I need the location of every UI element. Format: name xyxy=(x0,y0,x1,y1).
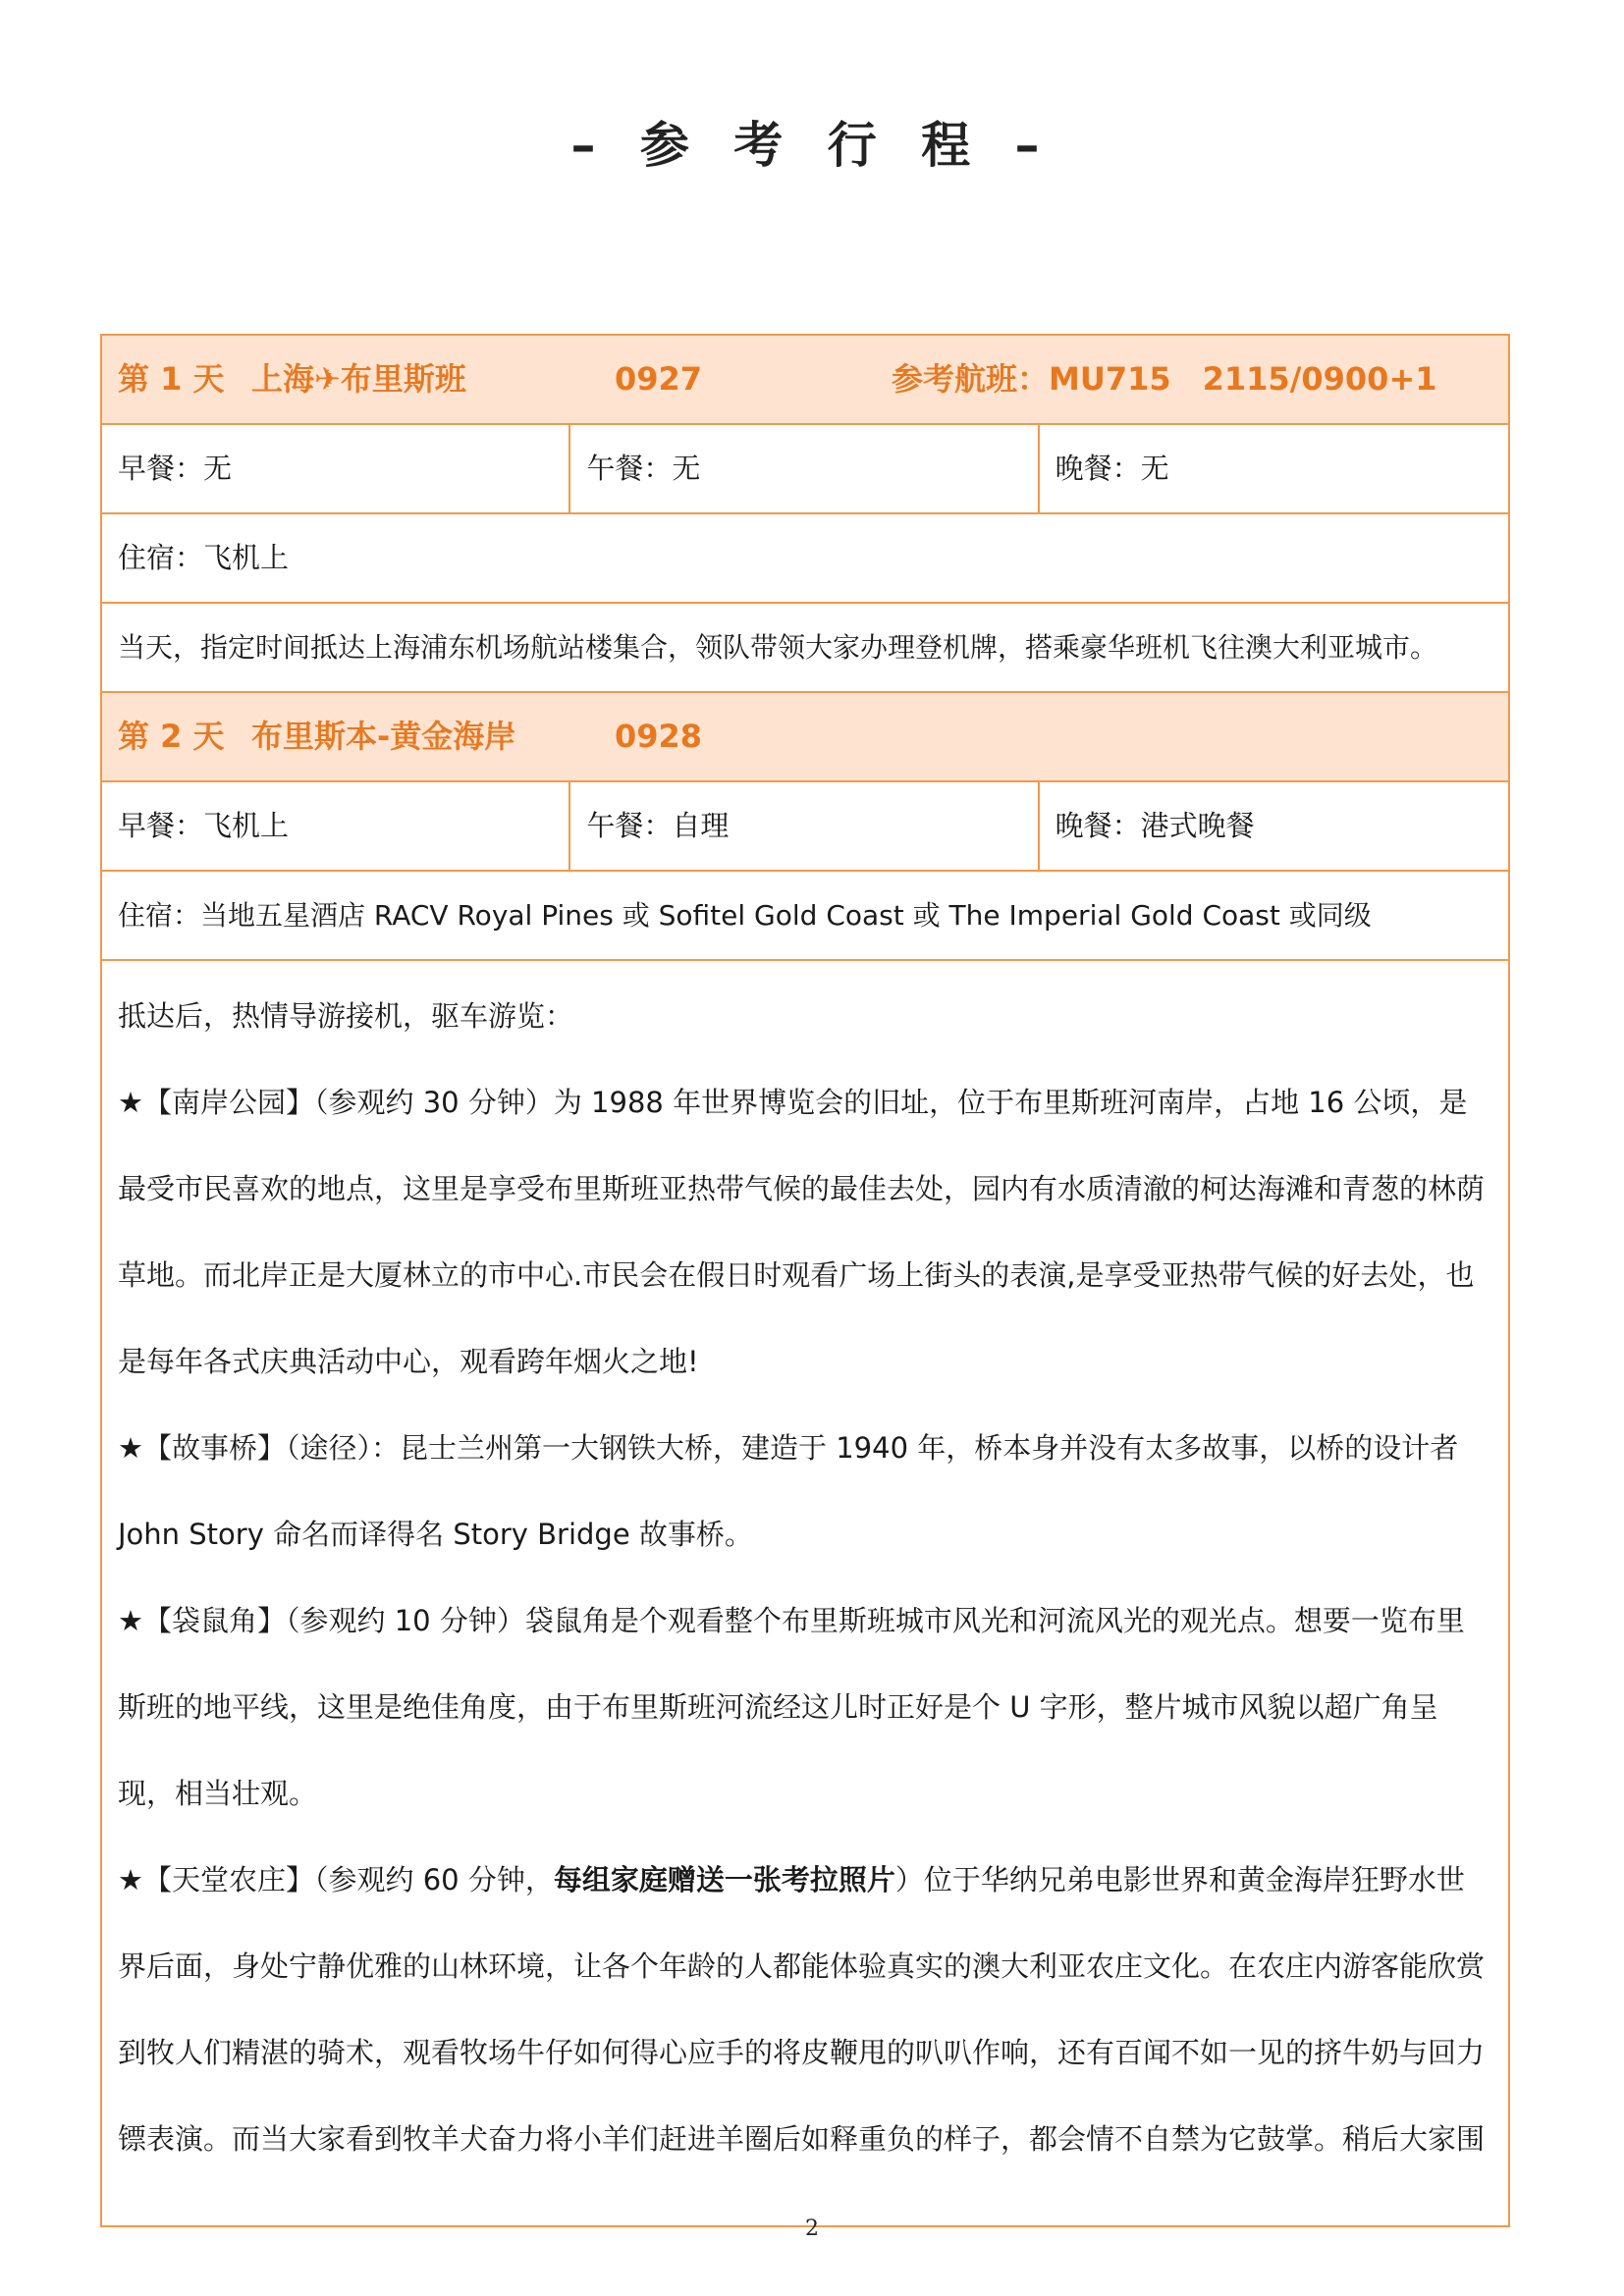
day1-dinner: 晚餐：无 xyxy=(1055,452,1169,485)
day2-meals xyxy=(102,782,1508,872)
day2-label: 第 2 天 xyxy=(118,718,225,755)
day2-dinner: 晚餐：港式晚餐 xyxy=(1055,809,1255,842)
day2-date: 0928 xyxy=(615,718,703,755)
paradise-text-1: ★【天堂农庄】（参观约 60 分钟， xyxy=(118,1863,554,1896)
kangaroo-point-paragraph: ★【袋鼠角】（参观约 10 分钟）袋鼠角是个观看整个布里斯班城市风光和河流风光的观光点。想要一览布里斯班的地平线，这里是绝佳角度，由于布里斯班河流经这儿时正好是个 U 字形，整片城市风貌以超广角呈现，相当壮观。 xyxy=(118,1604,1465,1810)
itinerary-table xyxy=(100,334,1510,2227)
day2-intro: 抵达后，热情导游接机，驱车游览： xyxy=(118,999,574,1033)
day1-breakfast: 早餐：无 xyxy=(102,425,570,512)
day1-route: 上海✈布里斯班 xyxy=(251,360,466,398)
day2-lunch: 午餐：自理 xyxy=(570,782,1039,870)
day1-lodging: 住宿：飞机上 xyxy=(102,514,1508,604)
day1-lunch: 午餐：无 xyxy=(570,425,1039,512)
day1-meals xyxy=(102,425,1508,514)
koala-photo-highlight: 每组家庭赠送一张考拉照片 xyxy=(553,1863,895,1896)
paradise-country-paragraph xyxy=(118,1837,1492,2182)
day1-date: 0927 xyxy=(615,360,703,398)
day1-label: 第 1 天 xyxy=(118,360,225,398)
day2-route: 布里斯本-黄金海岸 xyxy=(251,718,516,755)
south-bank-paragraph: ★【南岸公园】（参观约 30 分钟）为 1988 年世界博览会的旧址，位于布里斯班河南岸，占地 16 公顷，是最受市民喜欢的地点，这里是享受布里斯班亚热带气候的最佳去处，园内有水质清澈的柯达海滩和青葱的林荫草地。而北岸正是大厦林立的市中心.市民会在假日时观看广场上街头的表演,是享受亚热带气候的好去处，也是每年各式庆典活动中心，观看跨年烟火之地! xyxy=(118,1086,1486,1378)
day1-flight: 参考航班：MU715 2115/0900+1 xyxy=(892,360,1437,398)
day1-header xyxy=(102,336,1508,425)
day2-lodging: 住宿：当地五星酒店 RACV Royal Pines 或 Sofitel Gold Coast 或 The Imperial Gold Coast 或同级 xyxy=(102,872,1508,961)
day2-header xyxy=(102,693,1508,782)
day1-description: 当天，指定时间抵达上海浦东机场航站楼集合，领队带领大家办理登机牌，搭乘豪华班机飞往澳大利亚城市。 xyxy=(102,604,1508,693)
day2-content xyxy=(102,961,1508,2227)
paradise-text-2: ）位于华纳兄弟电影世界和黄金海岸狂野水世界后面，身处宁静优雅的山林环境，让各个年龄的人都能体验真实的澳大利亚农庄文化。在农庄内游客能欣赏到牧人们精湛的骑术，观看牧场牛仔如何得心应手的将皮鞭甩的叭叭作响，还有百闻不如一见的挤牛奶与回力镖表演。而当大家看到牧羊犬奋力将小羊们赶进羊圈后如释重负的样子，都会情不自禁为它鼓掌。稍后大家围 xyxy=(118,1863,1486,2156)
story-bridge-paragraph: ★【故事桥】（途径）：昆士兰州第一大钢铁大桥，建造于 1940 年，桥本身并没有太多故事，以桥的设计者 John Story 命名而译得名 Story Bridge 故事桥。 xyxy=(118,1431,1459,1551)
page-number: 2 xyxy=(805,2216,819,2241)
page-title: – 参 考 行 程 – xyxy=(570,117,1054,174)
day2-breakfast: 早餐：飞机上 xyxy=(102,782,570,870)
